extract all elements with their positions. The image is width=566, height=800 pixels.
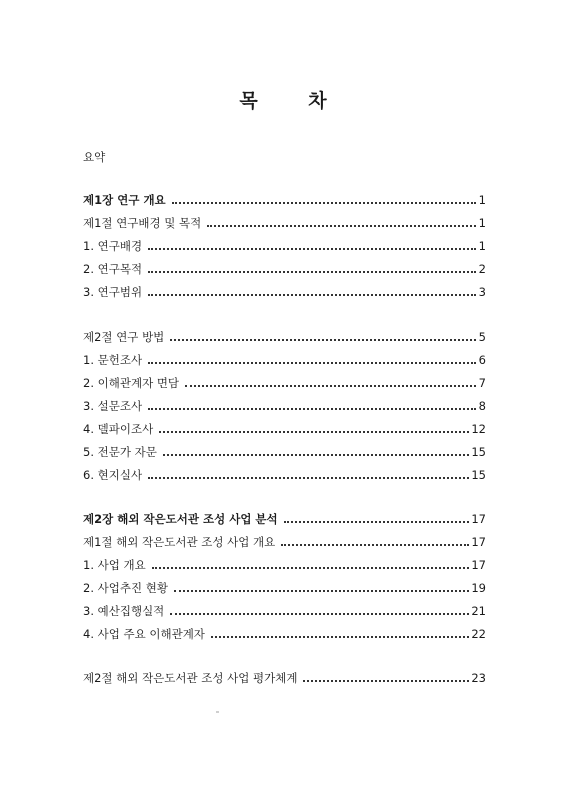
toc-dot-leader [211,636,469,638]
toc-entry-label: 1. 사업 개요 [83,558,146,572]
toc-entry-label: 2. 사업추진 현황 [83,581,168,595]
toc-entry-page: 1 [478,193,486,207]
toc-entry-page: 22 [471,627,486,641]
toc-entry[interactable] [83,284,486,300]
toc-entry-page: 12 [471,422,486,436]
toc-entry-label: 제2절 연구 방법 [83,330,165,344]
toc-dot-leader [207,225,476,227]
toc-entry[interactable] [83,192,486,208]
toc-dot-leader [174,590,469,592]
toc-dot-leader [148,362,476,364]
scan-speck [216,711,219,713]
toc-entry-label: 2. 연구목적 [83,262,143,276]
toc-entry-page: 5 [478,330,486,344]
toc-entry-label: 제1장 연구 개요 [83,193,166,207]
toc-entry[interactable] [83,352,486,368]
toc-entry[interactable] [83,511,486,527]
toc-entry-label: 1. 문헌조사 [83,353,143,367]
toc-entry-page: 21 [471,604,486,618]
toc-dot-leader [163,454,470,456]
toc-dot-leader [284,521,470,523]
toc-entry-page: 15 [471,468,486,482]
page-title: 목 차 [239,90,349,112]
toc-entry[interactable] [83,534,486,550]
toc-entry-label: 4. 델파이조사 [83,422,154,436]
toc-entry[interactable] [83,603,486,619]
toc-entry-page: 6 [478,353,486,367]
toc-dot-leader [148,271,476,273]
toc-entry-label: 2. 이해관계자 면담 [83,376,180,390]
toc-entry[interactable] [83,238,486,254]
toc-entry-page: 17 [471,535,486,549]
toc-entry-page: 1 [478,216,486,230]
toc-dot-leader [159,431,469,433]
toc-entry[interactable] [83,580,486,596]
toc-entry-label: 3. 예산집행실적 [83,604,165,618]
toc-entry-label: 3. 연구범위 [83,285,143,299]
toc-dot-leader [303,680,469,682]
toc-dot-leader [172,202,476,204]
toc-dot-leader [170,613,469,615]
toc-entry-label: 3. 설문조사 [83,399,143,413]
toc-dot-leader [148,477,469,479]
toc-dot-leader [185,385,476,387]
toc-entry-page: 23 [471,671,486,685]
toc-entry-page: 17 [471,558,486,572]
toc-entry-label: 6. 현지실사 [83,468,143,482]
toc-entry[interactable] [83,670,486,686]
toc-dot-leader [170,339,476,341]
toc-entry[interactable] [83,467,486,483]
toc-entry-label: 제1절 연구배경 및 목적 [83,216,202,230]
toc-entry-label: 제2절 해외 작은도서관 조성 사업 평가체계 [83,671,298,685]
toc-entry-page: 19 [471,581,486,595]
toc-entry[interactable] [83,557,486,573]
summary-heading: 요약 [83,150,106,164]
toc-entry-page: 2 [478,262,486,276]
toc-entry-label: 5. 전문가 자문 [83,445,157,459]
toc-dot-leader [148,248,476,250]
toc-entry-page: 7 [478,376,486,390]
toc-entry-label: 제1절 해외 작은도서관 조성 사업 개요 [83,535,276,549]
toc-entry-label: 1. 연구배경 [83,239,143,253]
toc-entry-page: 3 [478,285,486,299]
toc-entry[interactable] [83,626,486,642]
toc-dot-leader [148,408,476,410]
toc-entry[interactable] [83,398,486,414]
toc-entry[interactable] [83,261,486,277]
toc-entry[interactable] [83,329,486,345]
toc-dot-leader [152,567,470,569]
toc-entry-page: 15 [471,445,486,459]
toc-entry-page: 1 [478,239,486,253]
toc-entry[interactable] [83,421,486,437]
toc-entry-label: 4. 사업 주요 이해관계자 [83,627,205,641]
toc-entry-page: 17 [471,512,486,526]
toc-entry-page: 8 [478,399,486,413]
toc-entry[interactable] [83,444,486,460]
toc-dot-leader [281,544,469,546]
toc-entry[interactable] [83,215,486,231]
toc-entry[interactable] [83,375,486,391]
toc-entry-label: 제2장 해외 작은도서관 조성 사업 분석 [83,512,278,526]
toc-dot-leader [148,294,476,296]
